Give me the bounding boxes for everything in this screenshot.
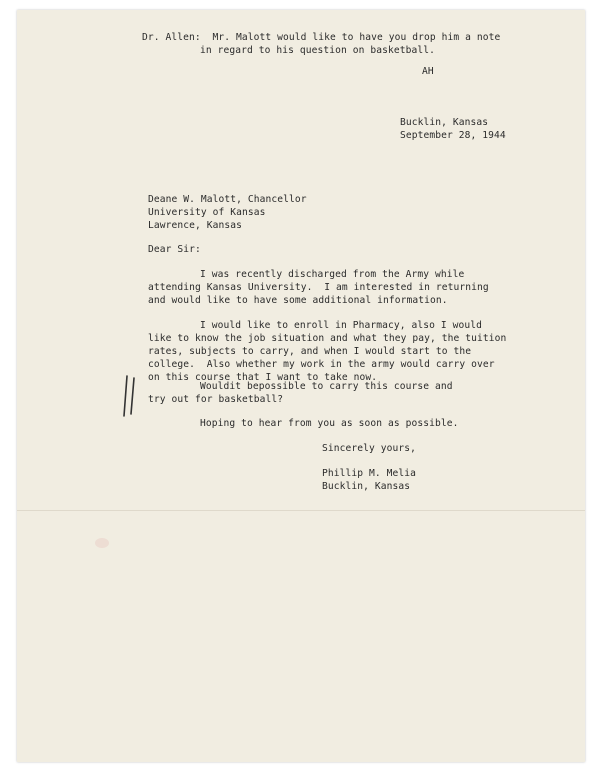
paragraph-2-line: on this course that I want to take now. [148, 372, 378, 383]
paper-smudge [95, 538, 109, 548]
letter-date: September 28, 1944 [400, 130, 506, 141]
note-initials: AH [422, 66, 434, 77]
fold-line [17, 510, 585, 511]
note-line-2: in regard to his question on basketball. [200, 45, 436, 56]
paragraph-2-line: college. Also whether my work in the army would carry over [148, 359, 495, 370]
signature-city: Bucklin, Kansas [322, 481, 411, 492]
sender-city: Bucklin, Kansas [400, 117, 489, 128]
paragraph-1-line: attending Kansas University. I am interested in returning [148, 282, 489, 293]
recipient-name: Deane W. Malott, Chancellor [148, 194, 307, 205]
paragraph-2-line: rates, subjects to carry, and when I would start to the [148, 346, 472, 357]
salutation: Dear Sir: [148, 244, 201, 255]
recipient-city: Lawrence, Kansas [148, 220, 243, 231]
paragraph-3-line: try out for basketball? [148, 394, 284, 405]
paragraph-2-line: like to know the job situation and what they pay, the tuition [148, 333, 507, 344]
paragraph-3-line: Wouldit bepossible to carry this course and [200, 381, 453, 392]
pencil-margin-mark [121, 374, 139, 418]
note-line-1: Dr. Allen: Mr. Malott would like to have you drop him a note [142, 32, 501, 43]
paragraph-2-line: I would like to enroll in Pharmacy, also I would [200, 320, 483, 331]
letter-sheet [17, 10, 585, 762]
paragraph-4: Hoping to hear from you as soon as possible. [200, 418, 459, 429]
closing: Sincerely yours, [322, 443, 417, 454]
recipient-institution: University of Kansas [148, 207, 266, 218]
paragraph-1-line: and would like to have some additional information. [148, 295, 448, 306]
paragraph-1-line: I was recently discharged from the Army while [200, 269, 465, 280]
signature-name: Phillip M. Melia [322, 468, 417, 479]
